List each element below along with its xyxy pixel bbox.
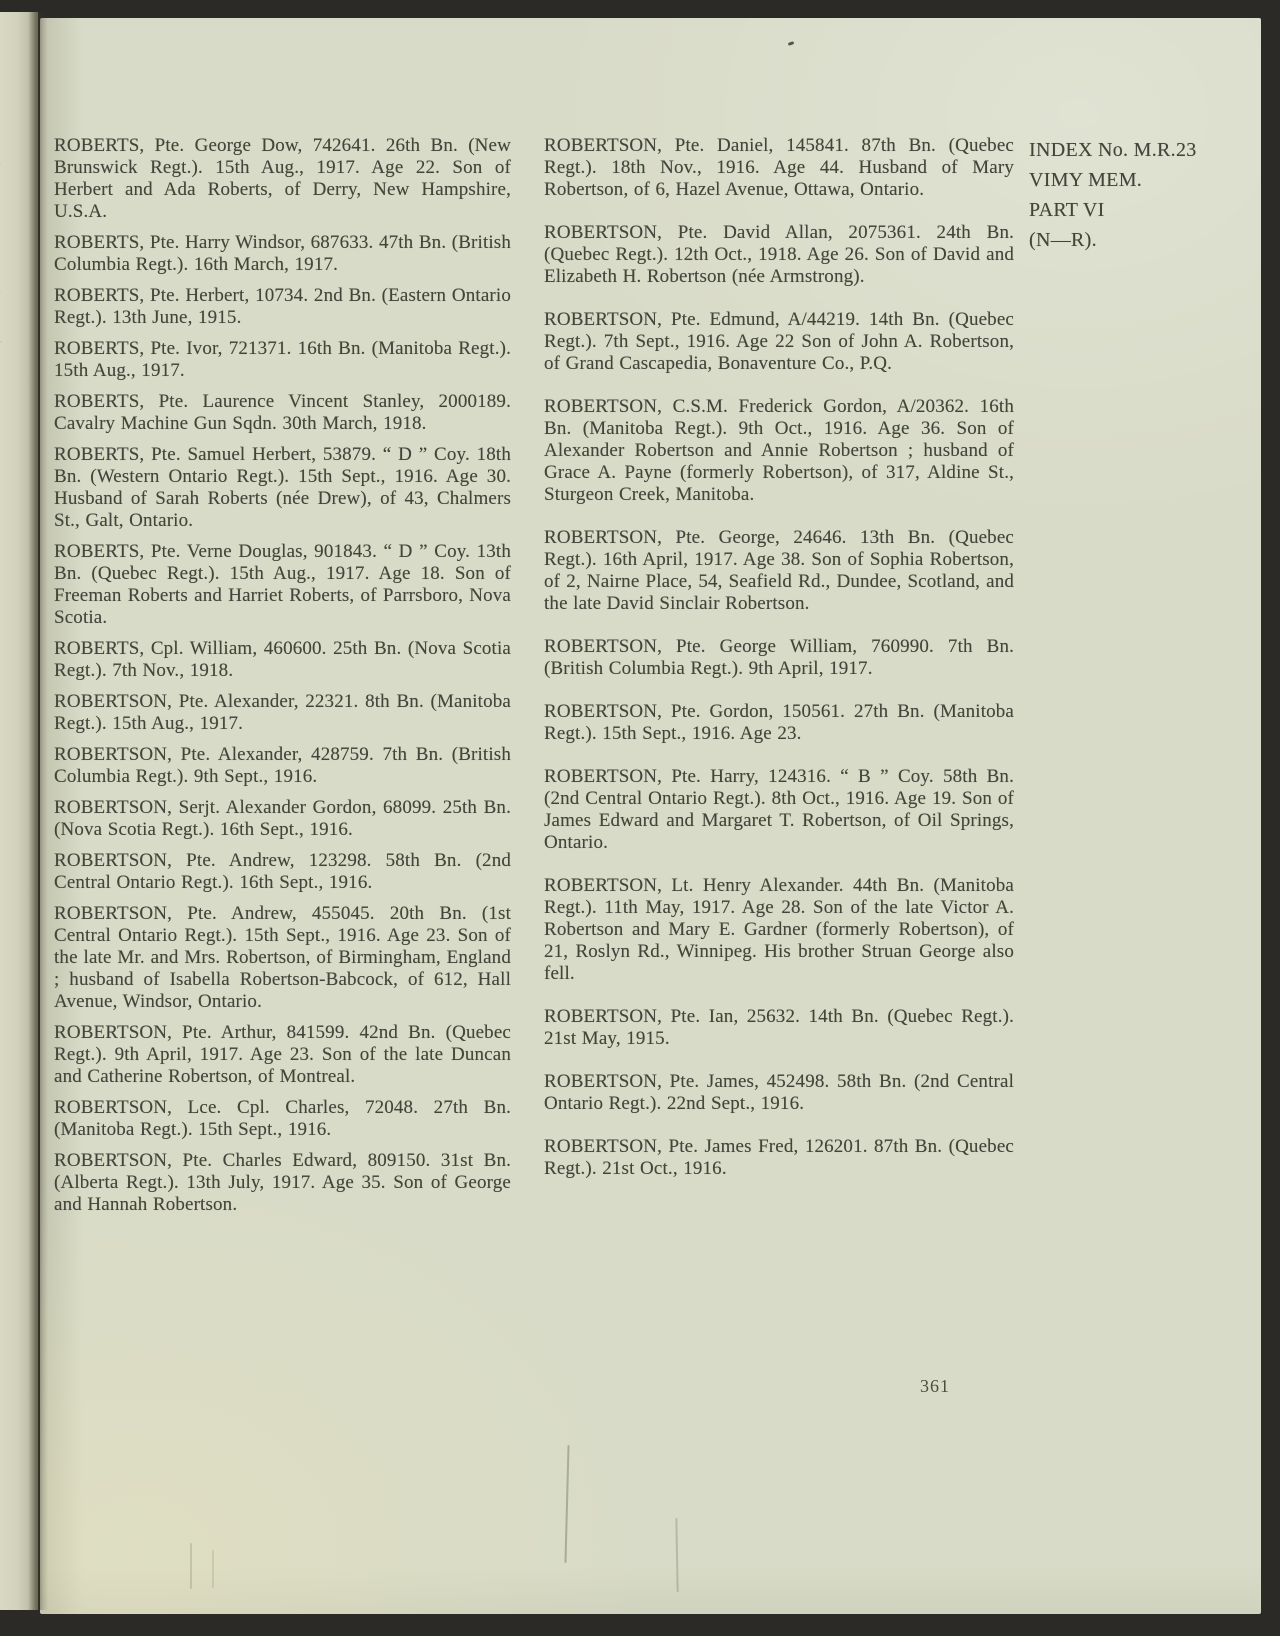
- scan-scratch: [212, 1550, 214, 1588]
- register-entry: ROBERTSON, Serjt. Alexander Gordon, 68099. 25th Bn. (Nova Scotia Regt.). 16th Sept., 1916.: [54, 797, 511, 840]
- register-entry: ROBERTSON, Pte. Ian, 25632. 14th Bn. (Quebec Regt.). 21st May, 1915.: [544, 1006, 1014, 1049]
- register-entry: ROBERTSON, Pte. Harry, 124316. “ B ” Coy. 58th Bn. (2nd Central Ontario Regt.). 8th Oct., 1916. Age 19. Son of James Edward and Margaret T. Robertson, of Oil Springs, Ontario.: [544, 766, 1014, 853]
- register-entry: ROBERTSON, Pte. Daniel, 145841. 87th Bn. (Quebec Regt.). 18th Nov., 1916. Age 44. Husband of Mary Robertson, of 6, Hazel Avenue, Ottawa, Ontario.: [544, 135, 1014, 200]
- register-entry: ROBERTS, Pte. Verne Douglas, 901843. “ D ” Coy. 13th Bn. (Quebec Regt.). 15th Aug., 1917. Age 18. Son of Freeman Roberts and Harriet Roberts, of Parrsboro, Nova Scotia.: [54, 541, 511, 628]
- register-entry: ROBERTS, Pte. Harry Windsor, 687633. 47th Bn. (British Columbia Regt.). 16th March, 1917.: [54, 232, 511, 275]
- header-index-no: INDEX No. M.R.23: [1029, 139, 1197, 161]
- register-entry: ROBERTSON, Pte. Alexander, 22321. 8th Bn. (Manitoba Regt.). 15th Aug., 1917.: [54, 691, 511, 734]
- column-right: [544, 135, 1014, 1201]
- register-entry: ROBERTSON, Pte. Edmund, A/44219. 14th Bn. (Quebec Regt.). 7th Sept., 1916. Age 22 Son of John A. Robertson, of Grand Cascapedia, Bonaventure Co., P.Q.: [544, 309, 1014, 374]
- scan-scratch: [190, 1543, 192, 1589]
- page-content: [54, 135, 1244, 1225]
- register-entry: ROBERTSON, Pte. James Fred, 126201. 87th Bn. (Quebec Regt.). 21st Oct., 1916.: [544, 1136, 1014, 1179]
- header-range: (N—R).: [1029, 229, 1097, 251]
- register-entry: ROBERTSON, Pte. Gordon, 150561. 27th Bn. (Manitoba Regt.). 15th Sept., 1916. Age 23.: [544, 701, 1014, 744]
- register-entry: ROBERTS, Pte. Ivor, 721371. 16th Bn. (Manitoba Regt.). 15th Aug., 1917.: [54, 338, 511, 381]
- book-page: [40, 18, 1261, 1614]
- register-entry: ROBERTSON, Pte. Charles Edward, 809150. 31st Bn. (Alberta Regt.). 13th July, 1917. Age 35. Son of George and Hannah Robertson.: [54, 1150, 511, 1215]
- register-entry: ROBERTS, Pte. Samuel Herbert, 53879. “ D ” Coy. 18th Bn. (Western Ontario Regt.). 15th Sept., 1916. Age 30. Husband of Sarah Roberts (née Drew), of 43, Chalmers St., Galt, Ontario.: [54, 444, 511, 531]
- register-entry: ROBERTSON, Pte. George William, 760990. 7th Bn. (British Columbia Regt.). 9th April, 1917.: [544, 636, 1014, 679]
- register-entry: ROBERTSON, Pte. Andrew, 455045. 20th Bn. (1st Central Ontario Regt.). 15th Sept., 1916. Age 23. Son of the late Mr. and Mrs. Robertson, of Birmingham, England ; husband of Isabella Robertson-Babcock, of 612, Hall Avenue, Windsor, Ontario.: [54, 903, 511, 1012]
- edge-text-fragment: [0, 208, 9, 227]
- register-entry: ROBERTSON, Lce. Cpl. Charles, 72048. 27th Bn. (Manitoba Regt.). 15th Sept., 1916.: [54, 1097, 511, 1140]
- register-entry: ROBERTS, Pte. Herbert, 10734. 2nd Bn. (Eastern Ontario Regt.). 13th June, 1915.: [54, 285, 511, 328]
- gutter-shadow: [28, 12, 48, 1610]
- edge-text-fragment: [0, 363, 9, 382]
- scan-scratch: [564, 1445, 569, 1563]
- register-entry: ROBERTS, Pte. Laurence Vincent Stanley, 2000189. Cavalry Machine Gun Sqdn. 30th March, 1918.: [54, 391, 511, 434]
- register-entry: ROBERTSON, Pte. James, 452498. 58th Bn. (2nd Central Ontario Regt.). 22nd Sept., 1916.: [544, 1071, 1014, 1114]
- edge-text-fragment: [0, 468, 9, 487]
- edge-text-fragment: [0, 182, 9, 201]
- page-number: 361: [920, 1376, 950, 1396]
- register-entry: ROBERTSON, Pte. David Allan, 2075361. 24th Bn. (Quebec Regt.). 12th Oct., 1918. Age 26. Son of David and Elizabeth H. Robertson (née Armstrong).: [544, 222, 1014, 287]
- edge-text-fragment: [0, 236, 9, 255]
- header-part: PART VI: [1029, 199, 1105, 221]
- edge-text-fragment: [0, 500, 9, 519]
- register-entry: ROBERTSON, Pte. Andrew, 123298. 58th Bn. (2nd Central Ontario Regt.). 16th Sept., 1916.: [54, 850, 511, 893]
- register-entry: ROBERTS, Pte. George Dow, 742641. 26th Bn. (New Brunswick Regt.). 15th Aug., 1917. Age 22. Son of Herbert and Ada Roberts, of Derry, New Hampshire, U.S.A.: [54, 135, 511, 222]
- column-left: [54, 135, 511, 1225]
- register-entry: ROBERTSON, Lt. Henry Alexander. 44th Bn. (Manitoba Regt.). 11th May, 1917. Age 28. Son of the late Victor A. Robertson and Mary E. Gardner (formerly Robertson), of 21, Roslyn Rd., Winnipeg. His brother Struan George also fell.: [544, 875, 1014, 984]
- register-entry: ROBERTSON, C.S.M. Frederick Gordon, A/20362. 16th Bn. (Manitoba Regt.). 9th Oct., 1916. Age 36. Son of Alexander Robertson and Annie Robertson ; husband of Grace A. Payne (formerly Robertson), of 317, Aldine St., Sturgeon Creek, Manitoba.: [544, 396, 1014, 505]
- edge-text-fragment: [0, 278, 9, 297]
- register-entry: ROBERTSON, Pte. Alexander, 428759. 7th Bn. (British Columbia Regt.). 9th Sept., 1916.: [54, 744, 511, 787]
- edge-text-fragment: [0, 335, 9, 354]
- scan-scratch: [675, 1518, 678, 1592]
- page-header: [1029, 135, 1221, 255]
- register-entry: ROBERTSON, Pte. George, 24646. 13th Bn. (Quebec Regt.). 16th April, 1917. Age 38. Son of Sophia Robertson, of 2, Nairne Place, 54, Seafield Rd., Dundee, Scotland, and the late David Sinclair Robertson.: [544, 527, 1014, 614]
- header-memorial: VIMY MEM.: [1029, 169, 1143, 191]
- register-entry: ROBERTS, Cpl. William, 460600. 25th Bn. (Nova Scotia Regt.). 7th Nov., 1918.: [54, 638, 511, 681]
- paper-speck: [788, 41, 795, 46]
- register-entry: ROBERTSON, Pte. Arthur, 841599. 42nd Bn. (Quebec Regt.). 9th April, 1917. Age 23. Son of the late Duncan and Catherine Robertson, of Montreal.: [54, 1022, 511, 1087]
- edge-text-fragment: [0, 150, 9, 169]
- edge-text-fragment: [0, 312, 9, 331]
